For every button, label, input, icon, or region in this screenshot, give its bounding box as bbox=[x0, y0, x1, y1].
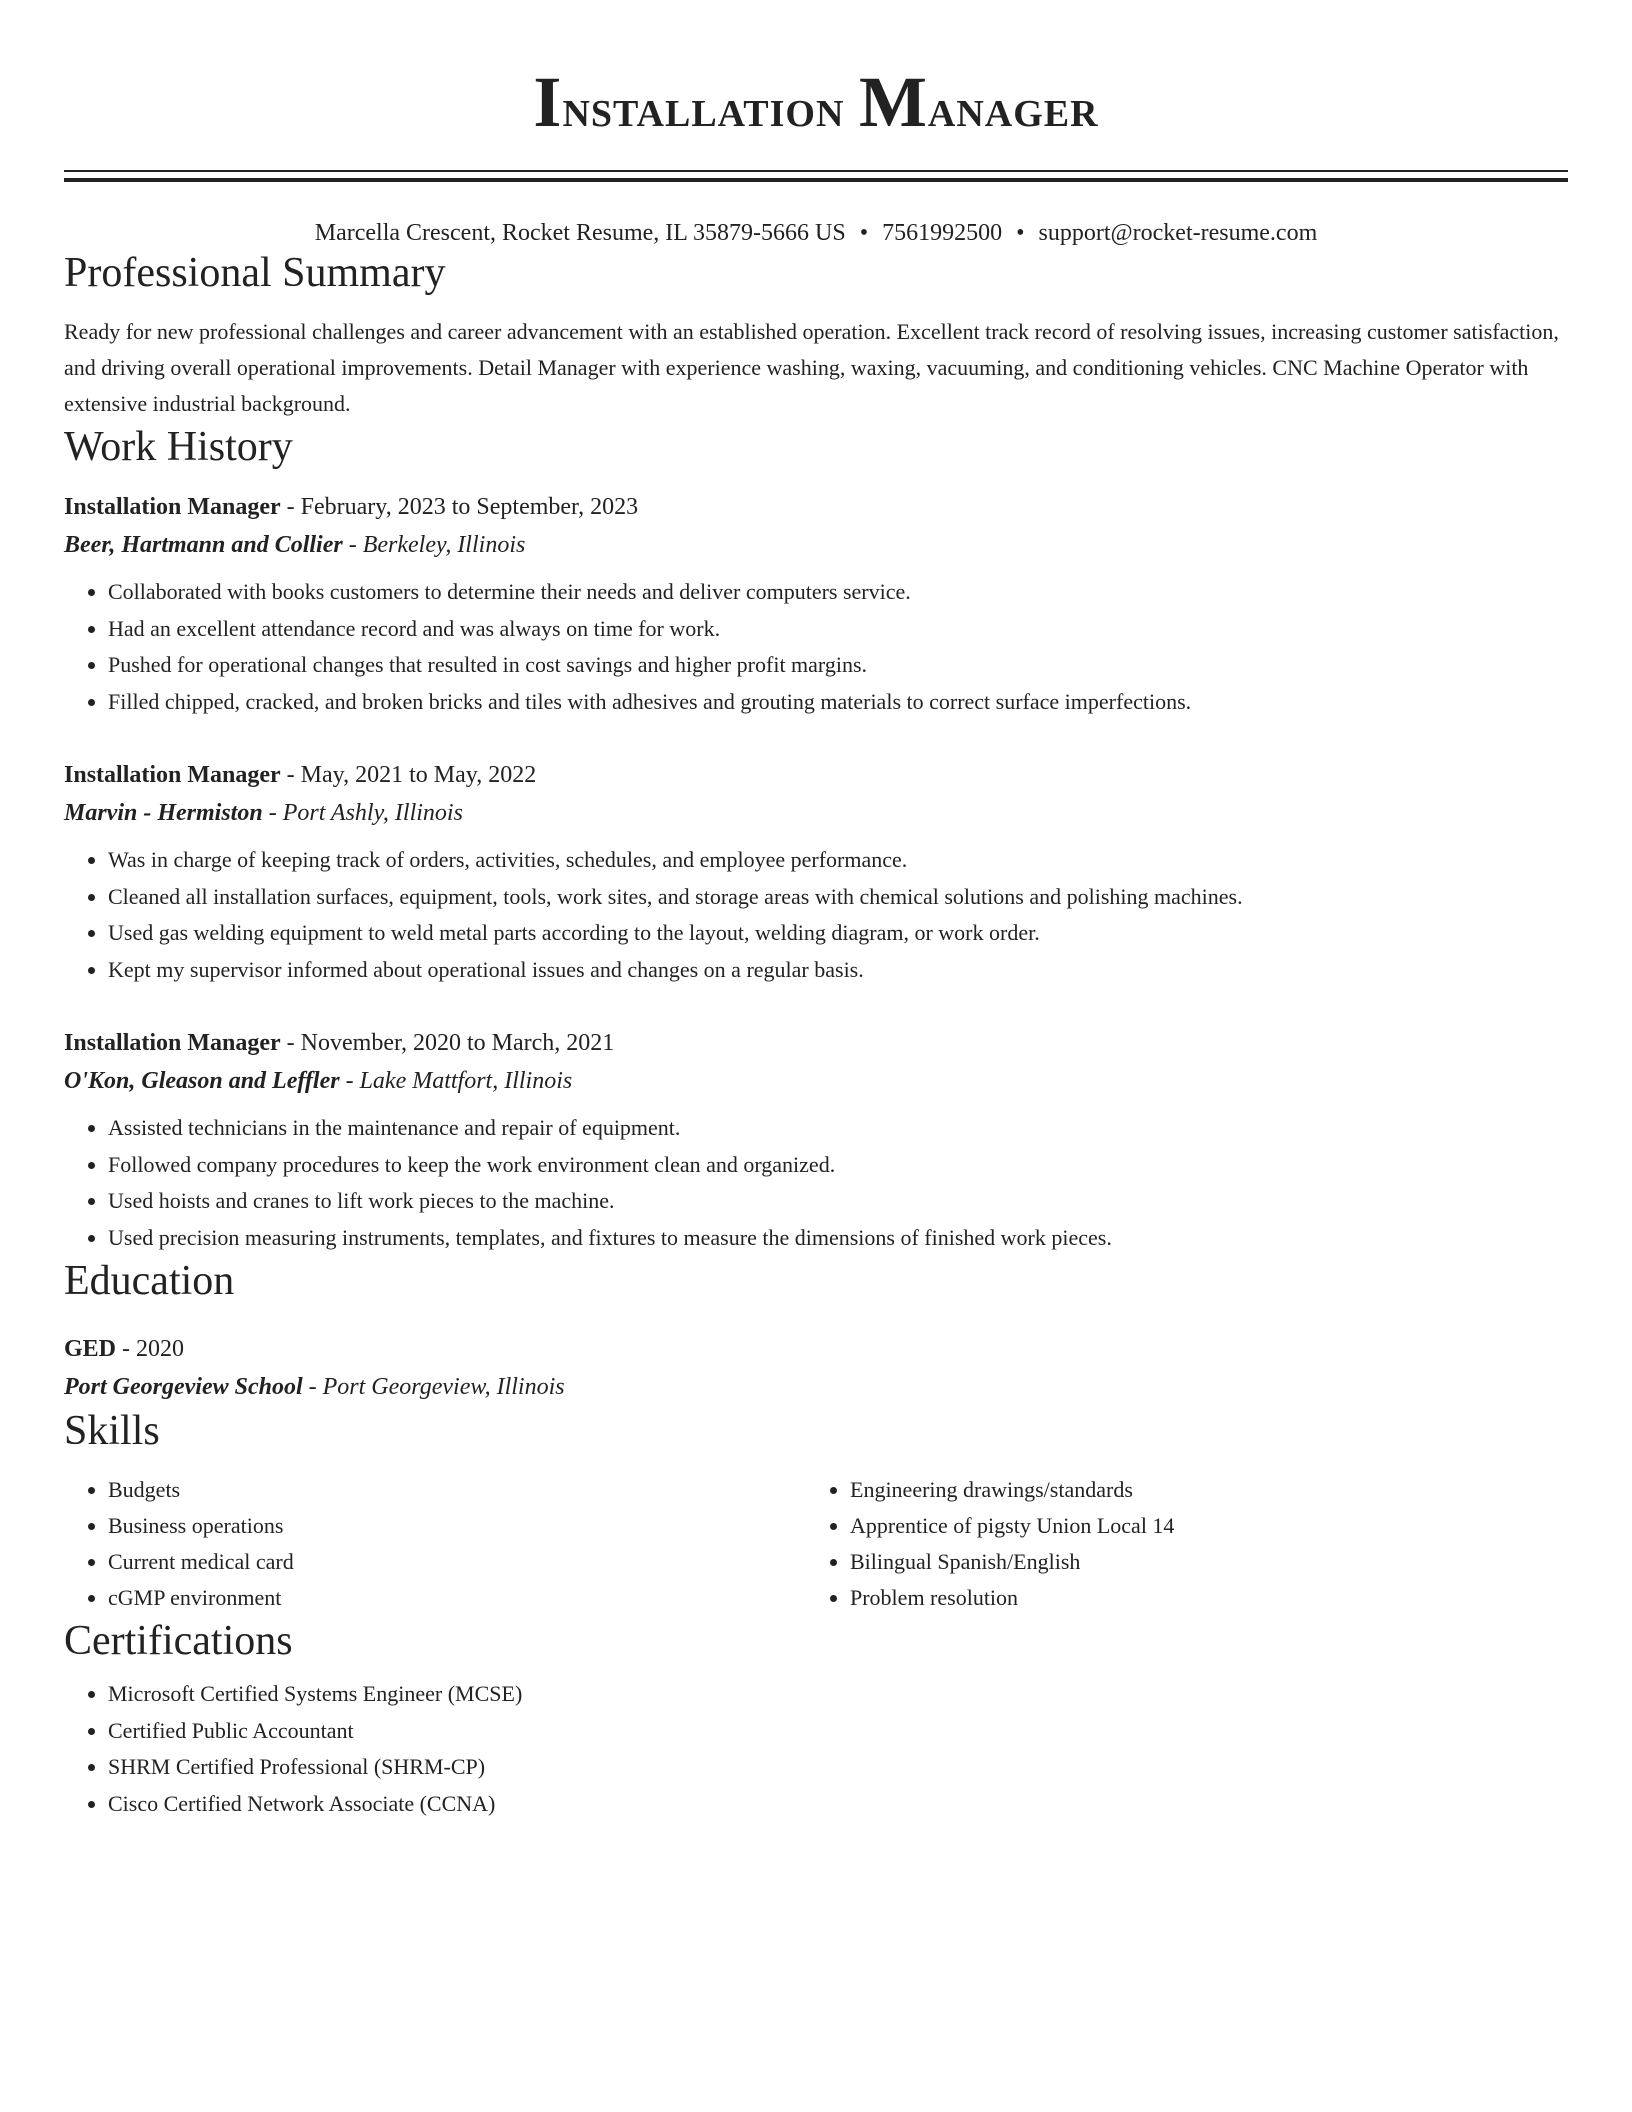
degree: GED bbox=[64, 1336, 117, 1362]
job-dates: - November, 2020 to March, 2021 bbox=[280, 1030, 615, 1056]
school-name: Port Georgeview School bbox=[64, 1374, 303, 1400]
job-title-line bbox=[64, 488, 1568, 526]
summary-text: Ready for new professional challenges and career advancement with an established operation. Excellent track record of resolving issues, increasing customer satisfaction, and driving overall operational improvements. Detail Manager with experience washing, waxing, vacuuming, and conditioning vehicles. CNC Machine Operator with extensive industrial background. bbox=[64, 319, 1559, 416]
list-item: • Collaborated with books customers to determine their needs and deliver computers service. bbox=[108, 574, 1568, 611]
list-item: • Cleaned all installation surfaces, equipment, tools, work sites, and storage areas with chemical solutions and polishing machines. bbox=[108, 879, 1568, 916]
job-title: Installation Manager bbox=[64, 494, 281, 520]
summary-heading: Professional Summary bbox=[64, 250, 446, 296]
skill-item: • Bilingual Spanish/English bbox=[850, 1544, 1548, 1580]
job-company-line bbox=[64, 526, 1568, 564]
contact-phone: 7561992500 bbox=[882, 220, 1003, 246]
degree-line bbox=[64, 1330, 1568, 1368]
title-word-2-rest: anager bbox=[927, 78, 1099, 138]
skill-item: • Apprentice of pigsty Union Local 14 bbox=[850, 1508, 1548, 1544]
title-initial-2: M bbox=[858, 62, 928, 142]
list-item: • Kept my supervisor informed about operational issues and changes on a regular basis. bbox=[108, 952, 1568, 989]
job-dates: - May, 2021 to May, 2022 bbox=[280, 762, 537, 788]
school-line bbox=[64, 1368, 1568, 1406]
contact-address: Marcella Crescent, Rocket Resume, IL 35879-5666 US bbox=[314, 220, 846, 246]
job-bullets bbox=[64, 574, 1568, 720]
job-company-line bbox=[64, 794, 1568, 832]
degree-year: - 2020 bbox=[116, 1336, 185, 1362]
skill-item: • Budgets bbox=[108, 1472, 806, 1508]
certification-item: • Cisco Certified Network Associate (CCNA) bbox=[108, 1786, 1568, 1823]
contact-separator: • bbox=[1016, 220, 1025, 246]
job-company: Marvin - Hermiston bbox=[64, 800, 263, 826]
list-item: • Used precision measuring instruments, templates, and fixtures to measure the dimensions of finished work pieces. bbox=[108, 1220, 1568, 1257]
job-location: - Lake Mattfort, Illinois bbox=[339, 1068, 573, 1094]
skills-heading: Skills bbox=[64, 1408, 160, 1454]
skill-item: • Current medical card bbox=[108, 1544, 806, 1580]
job-bullets bbox=[64, 1110, 1568, 1256]
title-initial-1: I bbox=[533, 62, 563, 142]
title-word-1-rest: nstallation bbox=[562, 78, 845, 138]
skills-column-left bbox=[64, 1472, 806, 1616]
job-title-line bbox=[64, 756, 1568, 794]
list-item: • Assisted technicians in the maintenance and repair of equipment. bbox=[108, 1110, 1568, 1147]
contact-line bbox=[64, 218, 1568, 248]
header-rule-thin bbox=[64, 170, 1568, 172]
list-item: • Used hoists and cranes to lift work pieces to the machine. bbox=[108, 1183, 1568, 1220]
job-entry bbox=[64, 488, 1568, 720]
list-item: • Pushed for operational changes that resulted in cost savings and higher profit margins. bbox=[108, 647, 1568, 684]
job-title-line bbox=[64, 1024, 1568, 1062]
certification-item: • Microsoft Certified Systems Engineer (MCSE) bbox=[108, 1676, 1568, 1713]
certifications-heading: Certifications bbox=[64, 1618, 293, 1664]
list-item: • Filled chipped, cracked, and broken bricks and tiles with adhesives and grouting materials to correct surface imperfections. bbox=[108, 684, 1568, 721]
skills-column-right bbox=[806, 1472, 1548, 1616]
list-item: • Followed company procedures to keep the work environment clean and organized. bbox=[108, 1147, 1568, 1184]
list-item: • Used gas welding equipment to weld metal parts according to the layout, welding diagram, or work order. bbox=[108, 915, 1568, 952]
job-location: - Berkeley, Illinois bbox=[342, 532, 526, 558]
skill-item: • Business operations bbox=[108, 1508, 806, 1544]
school-location: - Port Georgeview, Illinois bbox=[302, 1374, 565, 1400]
job-bullets bbox=[64, 842, 1568, 988]
job-company: Beer, Hartmann and Collier bbox=[64, 532, 343, 558]
job-company: O'Kon, Gleason and Leffler bbox=[64, 1068, 340, 1094]
certification-item: • Certified Public Accountant bbox=[108, 1713, 1568, 1750]
job-title: Installation Manager bbox=[64, 762, 281, 788]
work-history-heading: Work History bbox=[64, 424, 293, 470]
education-entry bbox=[64, 1330, 1568, 1406]
resume-title bbox=[64, 0, 1568, 148]
skill-item: • Problem resolution bbox=[850, 1580, 1548, 1616]
skills-grid bbox=[64, 1472, 1568, 1616]
skill-item: • Engineering drawings/standards bbox=[850, 1472, 1548, 1508]
job-company-line bbox=[64, 1062, 1568, 1100]
contact-email: support@rocket-resume.com bbox=[1038, 220, 1318, 246]
certifications-list bbox=[64, 1676, 1568, 1822]
job-title: Installation Manager bbox=[64, 1030, 281, 1056]
skill-item: • cGMP environment bbox=[108, 1580, 806, 1616]
job-location: - Port Ashly, Illinois bbox=[262, 800, 463, 826]
list-item: • Was in charge of keeping track of orders, activities, schedules, and employee performance. bbox=[108, 842, 1568, 879]
job-entry bbox=[64, 1024, 1568, 1256]
contact-separator: • bbox=[859, 220, 869, 246]
header-rule-thick bbox=[64, 178, 1568, 182]
job-entry bbox=[64, 756, 1568, 988]
job-dates: - February, 2023 to September, 2023 bbox=[280, 494, 639, 520]
certification-item: • SHRM Certified Professional (SHRM-CP) bbox=[108, 1749, 1568, 1786]
list-item: • Had an excellent attendance record and was always on time for work. bbox=[108, 611, 1568, 648]
education-heading: Education bbox=[64, 1258, 235, 1304]
